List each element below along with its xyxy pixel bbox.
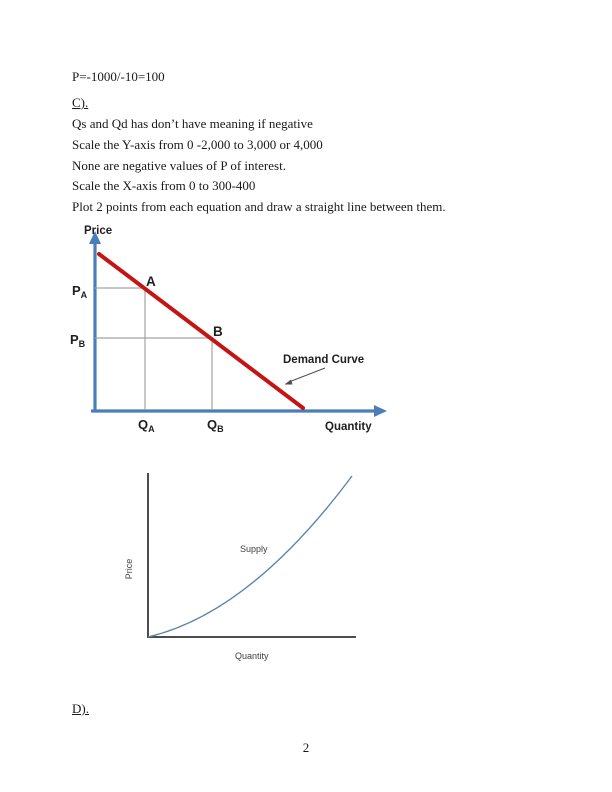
point-b-label: B	[213, 324, 223, 339]
annotation-arrowhead-icon	[285, 380, 293, 385]
demand-x-axis-label: Quantity	[325, 421, 372, 433]
body-text-line: None are negative values of P of interest.	[72, 158, 286, 173]
body-text-line: Qs and Qd has don’t have meaning if negative	[72, 116, 313, 131]
section-d-heading: D).	[72, 701, 89, 716]
body-text-line: Scale the X-axis from 0 to 300-400	[72, 178, 256, 193]
section-c-heading: C).	[72, 95, 89, 110]
price-a-tick-label: $P_A$	[72, 283, 88, 300]
demand-curve-chart	[64, 218, 400, 442]
quantity-a-tick-label: $Q_A$	[138, 417, 155, 434]
quantity-b-tick-label: $Q_B$	[207, 417, 224, 434]
formula-text: P=-1000/-10=100	[72, 69, 165, 84]
supply-curve-label: Supply	[240, 544, 268, 554]
body-text-line: Scale the Y-axis from 0 -2,000 to 3,000 or 4,000	[72, 137, 323, 152]
demand-curve-annotation-arrow	[289, 368, 325, 382]
point-b-reference-lines	[95, 338, 212, 410]
supply-y-axis-label: Price	[124, 558, 134, 580]
demand-line	[99, 254, 303, 408]
supply-line	[148, 476, 352, 637]
demand-x-axis-arrowhead-icon	[374, 405, 387, 417]
page-number: 2	[302, 740, 310, 755]
supply-x-axis-label: Quantity	[235, 651, 269, 661]
point-a-reference-lines	[95, 288, 145, 410]
point-a-label: A	[146, 274, 156, 289]
demand-y-axis-label: Price	[84, 225, 113, 237]
body-text-line: Plot 2 points from each equation and draw a straight line between them.	[72, 199, 446, 214]
demand-curve-label: Demand Curve	[283, 354, 365, 366]
price-b-tick-label: $P_B$	[70, 332, 86, 349]
supply-curve-chart	[110, 466, 366, 670]
